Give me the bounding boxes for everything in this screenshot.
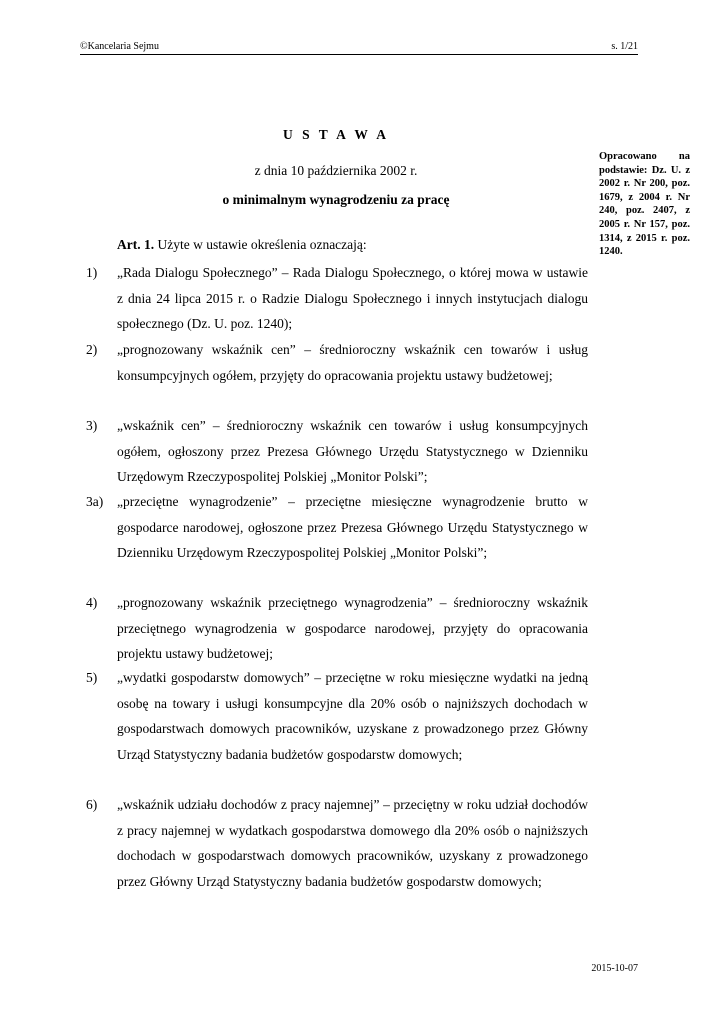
article-intro: Użyte w ustawie określenia oznaczają: (157, 237, 367, 252)
item-text: „przeciętne wynagrodzenie” – przeciętne miesięczne wynagrodzenie brutto w gospodarce narodowej, ogłoszone przez Prezesa Głównego Urzędu Statystycznego w Dzienniku Urzędowym Rzeczypospolitej Polskiej „Monitor Polski”; (117, 494, 588, 560)
definition-item (86, 337, 588, 388)
definition-item (86, 590, 588, 667)
source-side-note: Opracowano na podstawie: Dz. U. z 2002 r. Nr 200, poz. 1679, z 2004 r. Nr 240, poz. 2407, z 2005 r. Nr 157, poz. 1314, z 2015 r. poz. 1240. (599, 151, 690, 258)
item-number: 4) (86, 595, 98, 610)
item-number: 3a) (86, 494, 104, 509)
definition-item (86, 792, 588, 894)
item-number: 3) (86, 418, 98, 433)
item-number: 2) (86, 342, 98, 357)
document-date: 2015-10-07 (591, 963, 638, 974)
definition-item (86, 665, 588, 767)
act-date: z dnia 10 października 2002 r. (254, 163, 418, 178)
definition-item (86, 260, 588, 337)
article-heading (117, 237, 367, 253)
item-number: 5) (86, 670, 98, 685)
item-text: „wskaźnik udziału dochodów z pracy najemnej” – przeciętny w roku udział dochodów z pracy najemnej w wydatkach gospodarstwa domowego dla 20% osób o najniższych dochodach w gospodarstwach domowych pracowników, uzyskany z prowadzonego przez Główny Urząd Statystyczny badania budżetów gospodarstw domowych; (117, 797, 588, 889)
header-divider (80, 54, 638, 55)
article-label: Art. 1. (117, 237, 155, 252)
item-number: 6) (86, 797, 98, 812)
definition-item (86, 413, 588, 490)
act-subject: o minimalnym wynagrodzeniu za pracę (222, 192, 450, 207)
page-number: s. 1/21 (611, 41, 638, 52)
act-type-heading: U S T A W A (283, 127, 389, 142)
item-text: „wskaźnik cen” – średnioroczny wskaźnik cen towarów i usług konsumpcyjnych ogółem, ogłoszony przez Prezesa Głównego Urzędu Statystycznego w Dzienniku Urzędowym Rzeczypospolitej Polskiej „Monitor Polski”; (117, 418, 588, 484)
item-text: „prognozowany wskaźnik cen” – średnioroczny wskaźnik cen towarów i usług konsumpcyjnych ogółem, przyjęty do opracowania projektu ustawy budżetowej; (117, 342, 588, 383)
header-source: ©Kancelaria Sejmu (80, 41, 159, 52)
item-text: „wydatki gospodarstw domowych” – przeciętne w roku miesięczne wydatki na jedną osobę na towary i usługi konsumpcyjne dla 20% osób o najniższych dochodach w gospodarstwach domowych pracowników, uzyskane z prowadzonego przez Główny Urząd Statystyczny badania budżetów gospodarstw domowych; (117, 670, 588, 762)
item-text: „prognozowany wskaźnik przeciętnego wynagrodzenia” – średnioroczny wskaźnik przeciętnego wynagrodzenia w gospodarce narodowej, przyjęty do opracowania projektu ustawy budżetowej; (117, 595, 588, 661)
item-number: 1) (86, 265, 98, 280)
item-text: „Rada Dialogu Społecznego” – Rada Dialogu Społecznego, o której mowa w ustawie z dnia 24 lipca 2015 r. o Radzie Dialogu Społecznego i innych instytucjach dialogu społecznego (Dz. U. poz. 1240); (117, 265, 588, 331)
definition-item (86, 489, 588, 566)
